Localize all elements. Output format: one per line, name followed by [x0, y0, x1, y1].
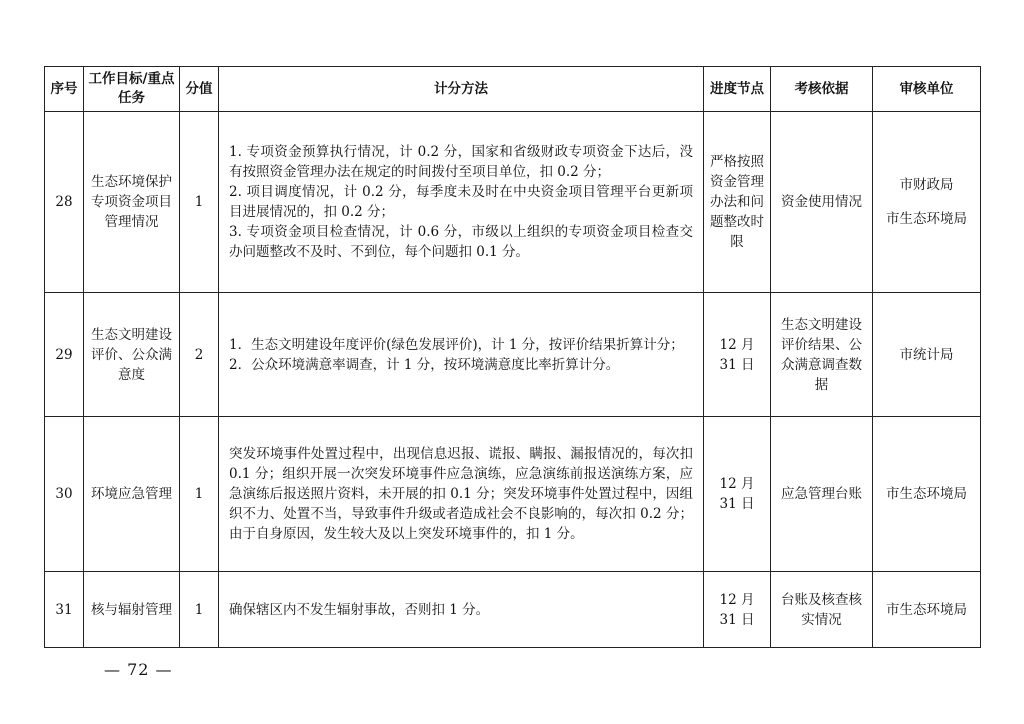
- method-item: 3. 专项资金项目检查情况，计 0.6 分，市级以上组织的专项资金项目检查交办问题整改不及时、不到位，每个问题扣 0.1 分。: [229, 224, 693, 260]
- row-seq: 28: [45, 112, 84, 293]
- audit-unit: 市生态环境局: [886, 486, 967, 502]
- header-basis: 考核依据: [771, 67, 873, 112]
- header-unit: 审核单位: [873, 67, 981, 112]
- row-method: [219, 293, 704, 417]
- header-deadline: 进度节点: [704, 67, 771, 112]
- assessment-table: [44, 66, 981, 648]
- table-row: [45, 293, 981, 417]
- row-deadline: 12 月 31 日: [704, 417, 771, 572]
- audit-unit: 市生态环境局: [886, 211, 967, 227]
- page-number: — 72 —: [104, 660, 173, 679]
- audit-unit: 市统计局: [899, 346, 954, 363]
- method-item: 1. 专项资金预算执行情况，计 0.2 分，国家和省级财政专项资金下达后，没有按照资金管理办法在规定的时间拨付至项目单位，扣 0.2 分；: [229, 144, 693, 180]
- row-task: 生态文明建设评价、公众满意度: [84, 293, 180, 417]
- row-seq: 29: [45, 293, 84, 417]
- row-score: 1: [180, 417, 219, 572]
- header-task: 工作目标/重点任务: [84, 67, 180, 112]
- row-method: [219, 417, 704, 572]
- row-score: 1: [180, 572, 219, 648]
- row-method: [219, 572, 704, 648]
- row-units: [873, 293, 981, 417]
- audit-unit: 市财政局: [899, 177, 954, 193]
- header-method: 计分方法: [219, 67, 704, 112]
- method-item: 1．生态文明建设年度评价(绿色发展评价)，计 1 分，按评价结果折算计分；: [229, 336, 684, 353]
- method-item: 2．公众环境满意率调查，计 1 分，按环境满意度比率折算计分。: [229, 356, 620, 373]
- table-row: [45, 417, 981, 572]
- row-task: 环境应急管理: [84, 417, 180, 572]
- row-seq: 31: [45, 572, 84, 648]
- header-score: 分值: [180, 67, 219, 112]
- row-basis: 生态文明建设评价结果、公众满意调查数据: [771, 293, 873, 417]
- method-item: 确保辖区内不发生辐射事故，否则扣 1 分。: [229, 601, 490, 618]
- row-deadline: 严格按照资金管理办法和问题整改时限: [704, 112, 771, 293]
- unit-spacer: [879, 195, 974, 209]
- table-row: [45, 572, 981, 648]
- row-units: [873, 417, 981, 572]
- row-task: 生态环境保护专项资金项目管理情况: [84, 112, 180, 293]
- row-basis: 应急管理台账: [771, 417, 873, 572]
- row-deadline: 12 月 31 日: [704, 572, 771, 648]
- table-row: [45, 112, 981, 293]
- row-score: 1: [180, 112, 219, 293]
- row-method: [219, 112, 704, 293]
- row-seq: 30: [45, 417, 84, 572]
- row-basis: 资金使用情况: [771, 112, 873, 293]
- method-item: 突发环境事件处置过程中，出现信息迟报、谎报、瞒报、漏报情况的，每次扣 0.1 分；组织开展一次突发环境事件应急演练，应急演练前报送演练方案，应急演练后报送照片资料，未开展的扣 0.1 分；突发环境事件处置过程中，因组织不力、处置不当，导致事件升级或者造成社会不良影响的，每次扣 0.2 分；由于自身原因，发生较大及以上突发环境事件的，扣 1 分。: [229, 446, 693, 542]
- row-basis: 台账及核查核实情况: [771, 572, 873, 648]
- row-units: [873, 112, 981, 293]
- row-score: 2: [180, 293, 219, 417]
- header-seq: 序号: [45, 67, 84, 112]
- audit-unit: 市生态环境局: [886, 601, 967, 618]
- header-row: [45, 67, 981, 112]
- row-units: [873, 572, 981, 648]
- row-deadline: 12 月 31 日: [704, 293, 771, 417]
- row-task: 核与辐射管理: [84, 572, 180, 648]
- method-item: 2. 项目调度情况，计 0.2 分，每季度未及时在中央资金项目管理平台更新项目进展情况的，扣 0.2 分；: [229, 184, 693, 220]
